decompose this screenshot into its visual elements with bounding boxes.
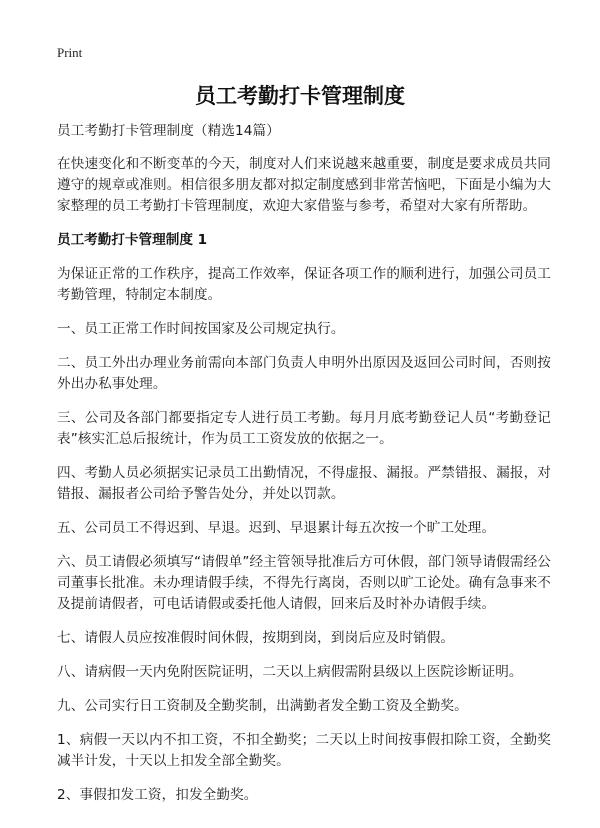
print-link[interactable]: Print — [57, 45, 83, 60]
section-heading: 员工考勤打卡管理制度 1 — [57, 232, 208, 248]
rule-7: 七、请假人员应按准假时间休假，按期到岗，到岗后应及时销假。 — [57, 630, 455, 646]
rule-9-sub-1: 1、病假一天以内不扣工资，不扣全勤奖；二天以上时间按事假扣除工资，全勤奖减半计发，十天以上扣发全部全勤奖。 — [57, 732, 551, 769]
rule-1: 一、员工正常工作时间按国家及公司规定执行。 — [57, 321, 345, 337]
rule-6: 六、员工请假必须填写“请假单”经主管领导批准后方可休假，部门领导请假需经公司董事长批准。未办理请假手续，不得先行离岗，否则以旷工论处。确有急事来不及提前请假者，可电话请假或委托他人请假，回来后及时补办请假手续。 — [57, 554, 551, 612]
rule-9-sub-2: 2、事假扣发工资，扣发全勤奖。 — [57, 787, 258, 803]
document-subtitle: 员工考勤打卡管理制度（精选14篇） — [57, 123, 280, 139]
rule-5: 五、公司员工不得迟到、早退。迟到、早退累计每五次按一个旷工处理。 — [57, 520, 496, 536]
rule-4: 四、考勤人员必须据实记录员工出勤情况，不得虚报、漏报。严禁错报、漏报，对错报、漏报者公司给予警告处分，并处以罚款。 — [57, 465, 551, 502]
rule-9: 九、公司实行日工资制及全勤奖制，出满勤者发全勤工资及全勤奖。 — [57, 698, 468, 714]
rule-2: 二、员工外出办理业务前需向本部门负责人申明外出原因及返回公司时间，否则按外出办私事处理。 — [57, 355, 551, 392]
rule-8: 八、请病假一天内免附医院证明，二天以上病假需附县级以上医院诊断证明。 — [57, 664, 523, 680]
document-body — [57, 121, 551, 819]
paragraph-purpose: 为保证正常的工作秩序，提高工作效率，保证各项工作的顺利进行，加强公司员工考勤管理，特制定本制度。 — [57, 266, 551, 303]
page-title: 员工考勤打卡管理制度 — [195, 84, 405, 108]
rule-3: 三、公司及各部门都要指定专人进行员工考勤。每月月底考勤登记人员“考勤登记表”核实汇总后报统计，作为员工工资发放的依据之一。 — [57, 410, 551, 447]
intro-paragraph: 在快速变化和不断变革的今天，制度对人们来说越来越重要，制度是要求成员共同遵守的规章或准则。相信很多朋友都对拟定制度感到非常苦恼吧，下面是小编为大家整理的员工考勤打卡管理制度，欢迎大家借鉴与参考，希望对大家有所帮助。 — [57, 156, 551, 214]
